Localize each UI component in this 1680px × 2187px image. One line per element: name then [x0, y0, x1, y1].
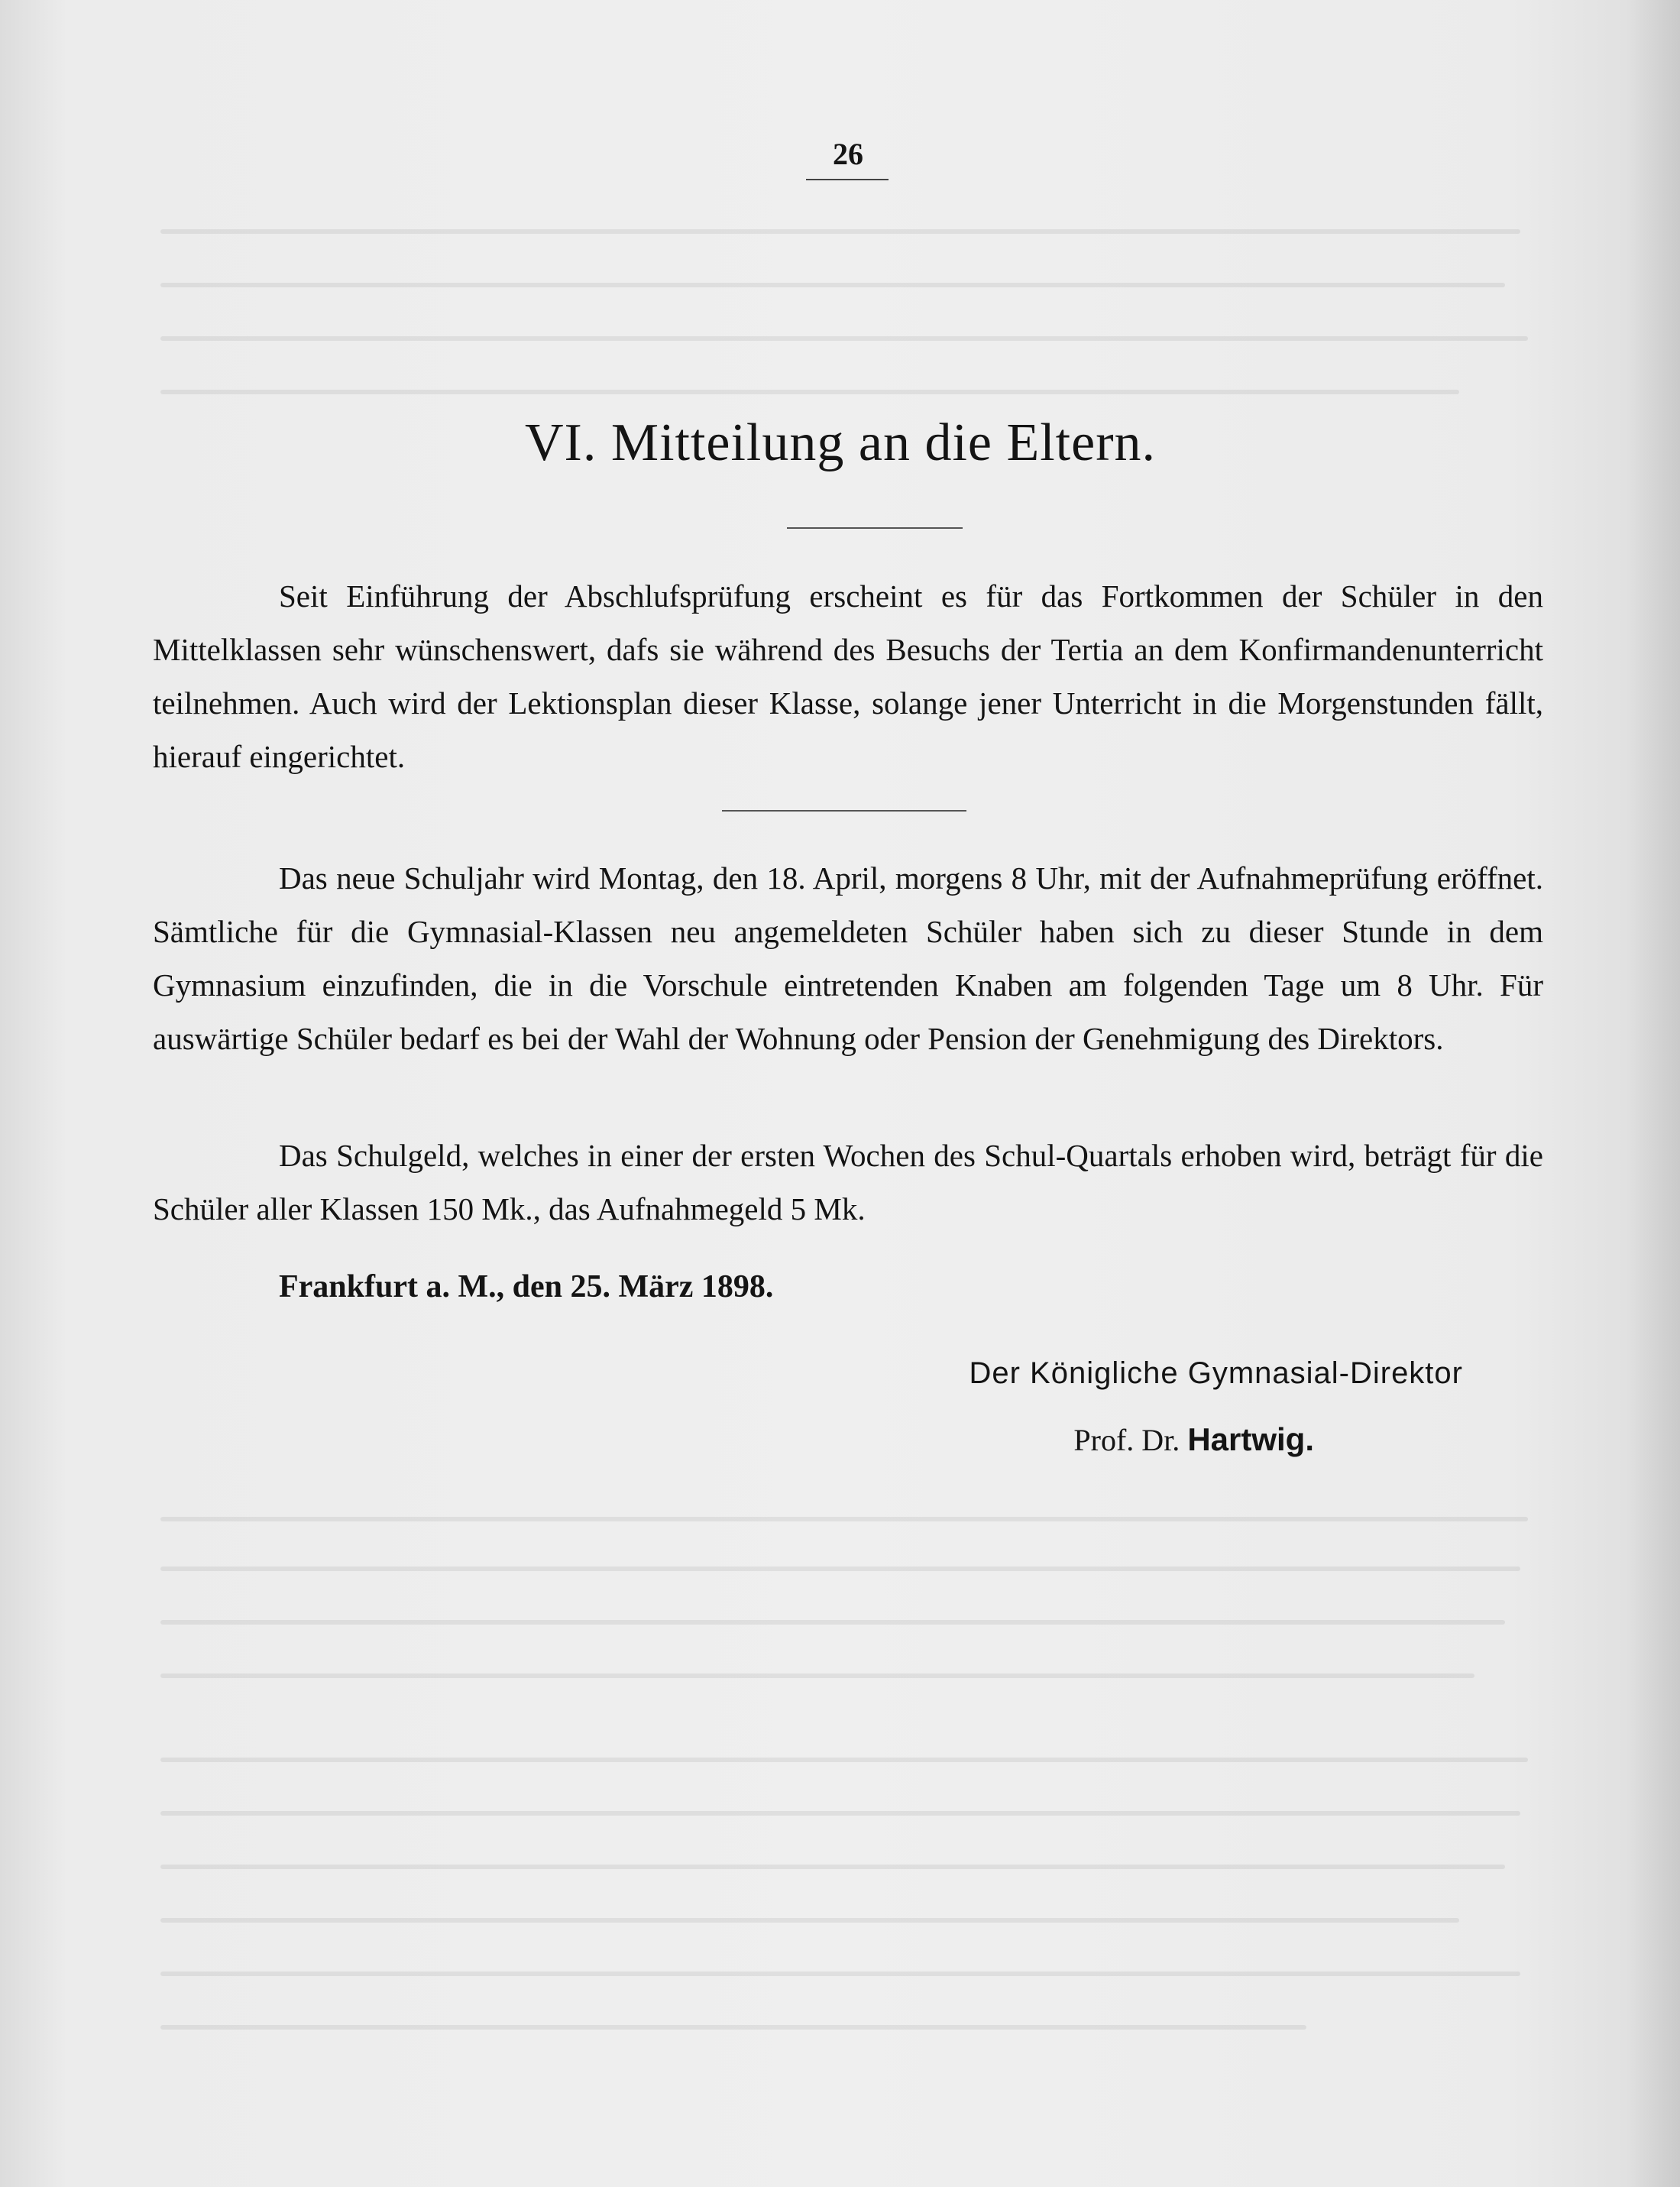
section-heading: VI. Mitteilung an die Eltern.: [524, 413, 1157, 472]
bleed-through-mark: [160, 1811, 1520, 1816]
section-divider: [722, 810, 966, 812]
page-number-rule: [806, 179, 889, 180]
paragraph-tuition: Das Schulgeld, welches in einer der ersten Wochen des Schul-Quartals erhoben wird, beträgt für die Schüler aller Klassen 150 Mk., das Aufnahmegeld 5 Mk.: [153, 1138, 1543, 1226]
bleed-through-mark: [160, 1865, 1505, 1869]
bleed-through-mark: [160, 1918, 1459, 1923]
signer-title: Der Königliche Gymnasial-Direktor: [969, 1356, 1463, 1390]
bleed-through-mark: [160, 1620, 1505, 1625]
bleed-through-mark: [160, 283, 1505, 287]
page-edge-shadow: [1627, 0, 1680, 2187]
heading-rule: [787, 527, 963, 529]
signer-name-line: [764, 1421, 1314, 1458]
bleed-through-mark: [160, 1673, 1474, 1678]
dateline: Frankfurt a. M., den 25. März 1898.: [279, 1269, 774, 1304]
bleed-through-mark: [160, 2025, 1306, 2030]
paragraph-school-year: Das neue Schuljahr wird Montag, den 18. April, morgens 8 Uhr, mit der Aufnahmeprüfung eröffnet. Sämtliche für die Gymnasial-Klassen neu angemeldeten Schüler haben sich zu dieser Stunde in dem Gymnasium einzufinden, die in die Vorschule eintretenden Knaben am folgenden Tage um 8 Uhr. Für auswärtige Schüler bedarf es bei der Wahl der Wohnung oder Pension der Genehmigung des Direktors.: [153, 860, 1543, 1056]
signer-name: Hartwig.: [1187, 1421, 1314, 1457]
bleed-through-mark: [160, 229, 1520, 234]
bleed-through-mark: [160, 390, 1459, 394]
bleed-through-mark: [160, 1517, 1528, 1521]
signer-prefix: Prof. Dr.: [1073, 1423, 1180, 1457]
page-number: 26: [833, 137, 863, 171]
bleed-through-mark: [160, 336, 1528, 341]
bleed-through-mark: [160, 1758, 1528, 1762]
bleed-through-mark: [160, 1972, 1520, 1976]
paragraph-confirmation: Seit Einführung der Abschlufsprüfung erscheint es für das Fortkommen der Schüler in den Mittelklassen sehr wünschenswert, dafs sie während des Besuchs der Tertia an dem Konfirmandenunterricht teilnehmen. Auch wird der Lektionsplan dieser Klasse, solange jener Unterricht in die Morgenstunden fällt, hierauf eingerichtet.: [153, 578, 1543, 774]
bleed-through-mark: [160, 1567, 1520, 1571]
